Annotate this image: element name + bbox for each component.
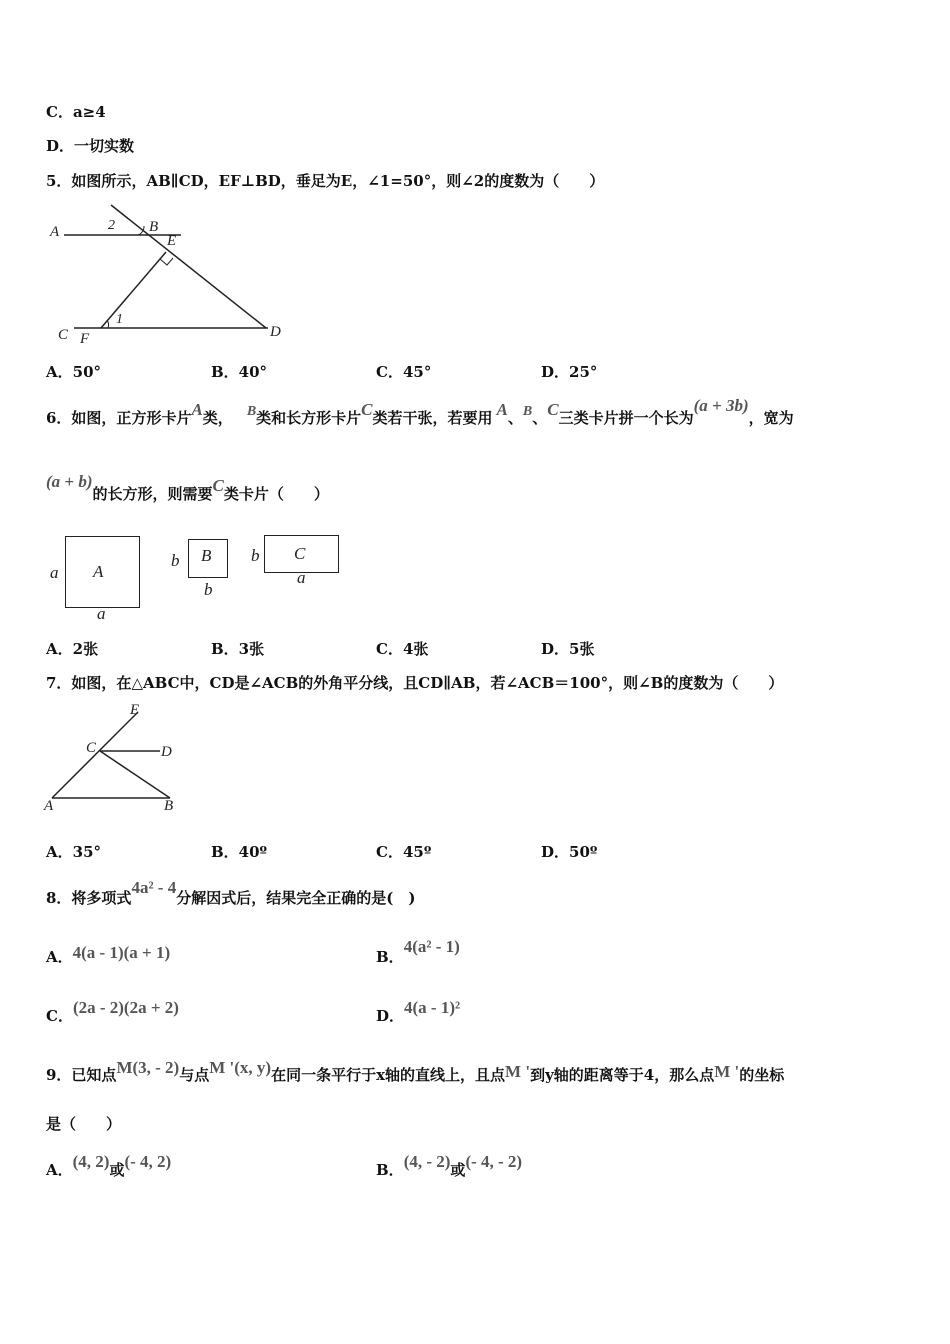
q7-figure	[40, 700, 190, 820]
q9-option-a: A．(4, 2)或(- 4, 2)	[46, 1152, 172, 1179]
q8-option-c: C．(2a - 2)(2a + 2)	[46, 998, 179, 1025]
q7-option-b: B．40º	[211, 843, 268, 861]
q9-stem-line2: 是（ ）	[46, 1115, 122, 1133]
q5-line-bd	[111, 205, 266, 328]
q5-label-f: F	[80, 331, 90, 347]
q5-label-e: E	[167, 233, 177, 249]
q8-option-a: A．4(a - 1)(a + 1)	[46, 943, 171, 966]
q7-line-cb	[100, 751, 170, 798]
q7-option-a: A．35°	[46, 843, 102, 861]
q7-stem: 7．如图，在△ABC中，CD是∠ACB的外角平分线，且CD∥AB，若∠ACB＝100°，则∠B的度数为（ ）	[46, 674, 784, 692]
q5-label-b: B	[149, 219, 159, 235]
q6-option-d: D．5张	[541, 640, 595, 658]
card-a-side: a	[50, 563, 59, 582]
card-b-side: b	[171, 551, 180, 570]
q5-option-a: A．50°	[46, 363, 102, 381]
q9-option-b: B．(4, - 2)或(- 4, - 2)	[376, 1152, 523, 1179]
q4-option-d: D．一切实数	[46, 137, 135, 155]
q7-option-c: C．45º	[376, 843, 432, 861]
q7-label-e: E	[130, 702, 140, 718]
card-c-label: C	[294, 544, 306, 563]
q5-stem: 5．如图所示，AB∥CD，EF⊥BD，垂足为E，∠1=50°，则∠2的度数为（ ）	[46, 172, 605, 190]
q7-label-c: C	[86, 740, 97, 756]
q7-label-b: B	[164, 798, 174, 814]
q8-option-d: D．4(a - 1)²	[376, 998, 461, 1025]
q5-line-ef	[101, 252, 166, 328]
q5-label-1: 1	[116, 312, 123, 327]
q6-option-a: A．2张	[46, 640, 99, 658]
q5-right-angle-mark	[160, 258, 173, 265]
q5-angle-arc-1	[107, 320, 109, 328]
card-c-bottom: a	[297, 568, 306, 587]
q6-stem: 6．如图，正方形卡片A类， B类和长方形卡片C类若干张，若要用 A、B、C三类卡片拼一个长为(a + 3b)，宽为	[46, 396, 794, 427]
q5-option-d: D．25°	[541, 363, 598, 381]
q9-stem: 9．已知点M(3, - 2)与点M '(x, y)在同一条平行于x轴的直线上，且点M '到y轴的距离等于4，那么点M '的坐标	[46, 1058, 785, 1084]
card-a-bottom: a	[97, 604, 106, 623]
q4-option-c: C．a≥4	[46, 103, 106, 121]
q5-label-d: D	[270, 324, 281, 340]
q7-option-d: D．50º	[541, 843, 598, 861]
q5-option-b: B．40°	[211, 363, 268, 381]
q5-figure	[46, 200, 296, 350]
q7-label-d: D	[161, 744, 172, 760]
card-b-bottom: b	[204, 580, 213, 599]
q5-label-a: A	[50, 224, 60, 240]
q6-option-c: C．4张	[376, 640, 429, 658]
q5-label-c: C	[58, 327, 69, 343]
q6-stem-line2: (a + b)的长方形，则需要C类卡片（ ）	[46, 472, 329, 503]
card-a-label: A	[93, 562, 104, 581]
q5-label-2: 2	[108, 218, 115, 233]
card-b-label: B	[201, 546, 212, 565]
card-c-side: b	[251, 546, 260, 565]
q7-label-a: A	[44, 798, 54, 814]
q8-stem: 8．将多项式4a² - 4分解因式后，结果完全正确的是( )	[46, 878, 416, 907]
q5-option-c: C．45°	[376, 363, 432, 381]
q6-option-b: B．3张	[211, 640, 265, 658]
q8-option-b: B．4(a² - 1)	[376, 937, 460, 966]
